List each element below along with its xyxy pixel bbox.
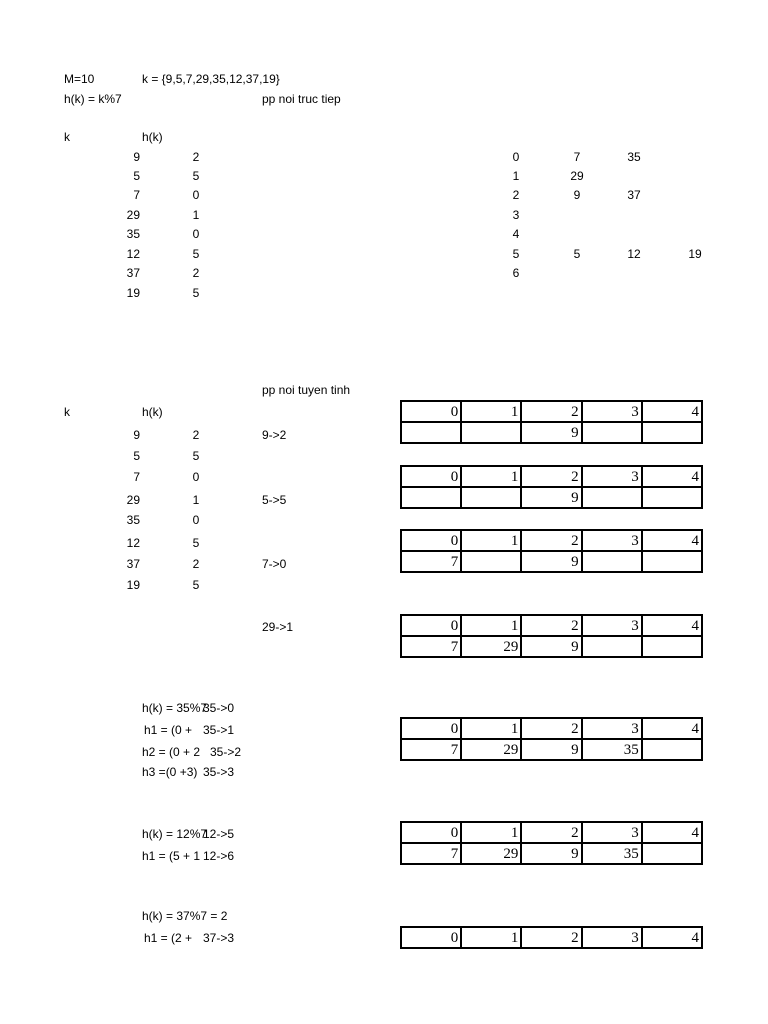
hash-cell: 5	[192, 578, 200, 592]
m-value: M=10	[64, 72, 95, 86]
hash-table-index-cell: 3	[582, 718, 642, 739]
hash-table	[400, 400, 703, 444]
table1-col-h: h(k)	[142, 130, 163, 144]
hash-table-value-cell: 35	[582, 843, 642, 864]
hash-cell: 2	[192, 266, 200, 280]
hash-cell: 2	[192, 150, 200, 164]
hash-table-index-cell: 4	[642, 466, 702, 487]
hash-table	[400, 926, 703, 949]
key-cell: 35	[126, 513, 140, 527]
chain-value: 35	[627, 150, 641, 164]
hash-table-value-cell: 29	[461, 843, 521, 864]
key-cell: 7	[133, 188, 140, 202]
key-cell: 7	[133, 470, 140, 484]
hash-cell: 2	[192, 428, 200, 442]
hash-table-index-cell: 0	[401, 466, 461, 487]
hash-table-index-cell: 2	[521, 718, 581, 739]
hash-table-value-cell	[582, 551, 642, 572]
hash-table-index-cell: 1	[461, 615, 521, 636]
hash-table-value-cell: 35	[582, 739, 642, 760]
chain-value: 5	[573, 247, 581, 261]
bucket-index: 2	[512, 188, 520, 202]
hash-cell: 1	[192, 208, 200, 222]
hash-cell: 5	[192, 449, 200, 463]
hash-cell: 0	[192, 227, 200, 241]
hash-table-index-cell: 0	[401, 718, 461, 739]
hash-cell: 5	[192, 169, 200, 183]
hash-table-index-cell: 4	[642, 822, 702, 843]
hash-table-value-cell: 7	[401, 739, 461, 760]
chain-value: 7	[573, 150, 581, 164]
hash-cell: 0	[192, 188, 200, 202]
hash-table-value-cell	[582, 487, 642, 508]
probe-note: h(k) = 12%7	[142, 827, 208, 841]
hash-table-index-cell: 4	[642, 615, 702, 636]
probe-note: h(k) = 35%7	[142, 701, 208, 715]
step-label: 9->2	[262, 428, 287, 442]
probe-note: h3 =(0 +3)	[142, 765, 198, 779]
hash-table-row	[401, 551, 702, 572]
hash-function: h(k) = k%7	[64, 92, 122, 106]
step-label: 5->5	[262, 493, 287, 507]
hash-table-row	[401, 422, 702, 443]
hash-table-value-cell: 7	[401, 843, 461, 864]
hash-cell: 2	[192, 557, 200, 571]
hash-table-value-cell	[642, 487, 702, 508]
hash-table-value-cell	[582, 636, 642, 657]
probe-note: 35->3	[203, 765, 235, 779]
probe-note: h2 = (0 + 2	[142, 745, 201, 759]
hash-table-index-cell: 1	[461, 466, 521, 487]
hash-table-index-cell: 2	[521, 822, 581, 843]
hash-table-index-cell: 0	[401, 822, 461, 843]
hash-table-value-cell: 9	[521, 636, 581, 657]
chain-value: 29	[570, 169, 584, 183]
table2-col-k: k	[64, 405, 70, 419]
hash-cell: 0	[192, 470, 200, 484]
hash-table-index-cell: 1	[461, 927, 521, 948]
hash-table-row	[401, 401, 702, 422]
hash-table-value-cell	[642, 843, 702, 864]
hash-table-index-cell: 2	[521, 401, 581, 422]
chain-value: 9	[573, 188, 581, 202]
hash-table-value-cell	[461, 551, 521, 572]
hash-table	[400, 821, 703, 865]
key-cell: 37	[126, 266, 140, 280]
hash-table-row	[401, 466, 702, 487]
hash-table-index-cell: 0	[401, 615, 461, 636]
hash-table-value-cell	[642, 636, 702, 657]
hash-cell: 0	[192, 513, 200, 527]
method-linear-title: pp noi tuyen tinh	[262, 383, 351, 397]
hash-table-row	[401, 739, 702, 760]
hash-table-index-cell: 3	[582, 927, 642, 948]
probe-note: 37->3	[203, 931, 235, 945]
hash-table-index-cell: 3	[582, 615, 642, 636]
hash-table-row	[401, 487, 702, 508]
hash-table-value-cell: 9	[521, 551, 581, 572]
hash-table-index-cell: 3	[582, 530, 642, 551]
hash-table-index-cell: 2	[521, 927, 581, 948]
bucket-index: 5	[512, 247, 520, 261]
hash-table-value-cell	[401, 487, 461, 508]
chain-value: 19	[688, 247, 702, 261]
hash-table-value-cell: 7	[401, 636, 461, 657]
table2-col-h: h(k)	[142, 405, 163, 419]
hash-table-row	[401, 530, 702, 551]
hash-table	[400, 614, 703, 658]
hash-table-index-cell: 4	[642, 530, 702, 551]
probe-note: h1 = (2 +	[144, 931, 193, 945]
hash-table-row	[401, 927, 702, 948]
hash-cell: 5	[192, 247, 200, 261]
key-cell: 12	[126, 536, 140, 550]
hash-table-value-cell: 29	[461, 739, 521, 760]
chain-value: 12	[627, 247, 641, 261]
hash-cell: 5	[192, 536, 200, 550]
hash-table-value-cell	[401, 422, 461, 443]
key-cell: 35	[126, 227, 140, 241]
hash-cell: 5	[192, 286, 200, 300]
hash-table-index-cell: 0	[401, 401, 461, 422]
key-cell: 12	[126, 247, 140, 261]
probe-note: 35->1	[203, 723, 235, 737]
bucket-index: 0	[512, 150, 520, 164]
probe-note: 12->5	[203, 827, 235, 841]
chain-value: 37	[627, 188, 641, 202]
probe-note: h1 = (0 +	[144, 723, 193, 737]
key-cell: 5	[133, 449, 140, 463]
hash-table-value-cell	[582, 422, 642, 443]
hash-table-value-cell: 29	[461, 636, 521, 657]
key-cell: 37	[126, 557, 140, 571]
hash-table-index-cell: 2	[521, 466, 581, 487]
hash-table-value-cell: 7	[401, 551, 461, 572]
hash-table-index-cell: 2	[521, 615, 581, 636]
bucket-index: 4	[512, 227, 520, 241]
hash-table-value-cell: 9	[521, 739, 581, 760]
hash-table-value-cell	[642, 551, 702, 572]
table1-col-k: k	[64, 130, 70, 144]
probe-note: h(k) = 37%7 = 2	[142, 909, 228, 923]
probe-note: 35->2	[210, 745, 242, 759]
hash-table-index-cell: 3	[582, 822, 642, 843]
hash-cell: 1	[192, 493, 200, 507]
hash-table-value-cell: 9	[521, 422, 581, 443]
probe-note: 12->6	[203, 849, 235, 863]
hash-table-index-cell: 3	[582, 401, 642, 422]
hash-table	[400, 529, 703, 573]
hash-table	[400, 717, 703, 761]
hash-table-value-cell: 9	[521, 843, 581, 864]
hash-table-index-cell: 0	[401, 530, 461, 551]
hash-table-value-cell	[642, 422, 702, 443]
key-cell: 29	[126, 493, 140, 507]
hash-table-row	[401, 843, 702, 864]
k-set: k = {9,5,7,29,35,12,37,19}	[142, 72, 280, 86]
hash-table-index-cell: 1	[461, 530, 521, 551]
hash-table-row	[401, 636, 702, 657]
hash-table-index-cell: 4	[642, 927, 702, 948]
key-cell: 19	[126, 578, 140, 592]
hash-table-value-cell	[461, 422, 521, 443]
hash-table-value-cell: 9	[521, 487, 581, 508]
hash-table-index-cell: 0	[401, 927, 461, 948]
step-label: 29->1	[262, 620, 294, 634]
probe-note: h1 = (5 + 1	[142, 849, 201, 863]
hash-table-row	[401, 615, 702, 636]
hash-table-index-cell: 4	[642, 718, 702, 739]
key-cell: 9	[133, 428, 140, 442]
hash-table-index-cell: 1	[461, 401, 521, 422]
hash-table-index-cell: 2	[521, 530, 581, 551]
key-cell: 29	[126, 208, 140, 222]
hash-table-row	[401, 718, 702, 739]
bucket-index: 3	[512, 208, 520, 222]
hash-table-index-cell: 1	[461, 822, 521, 843]
hash-table	[400, 465, 703, 509]
hash-table-index-cell: 4	[642, 401, 702, 422]
key-cell: 19	[126, 286, 140, 300]
step-label: 7->0	[262, 557, 287, 571]
hash-table-value-cell	[642, 739, 702, 760]
key-cell: 5	[133, 169, 140, 183]
hash-table-index-cell: 1	[461, 718, 521, 739]
bucket-index: 1	[512, 169, 520, 183]
method-chaining-title: pp noi truc tiep	[262, 92, 341, 106]
hash-table-index-cell: 3	[582, 466, 642, 487]
hash-table-value-cell	[461, 487, 521, 508]
key-cell: 9	[133, 150, 140, 164]
probe-note: 35->0	[203, 701, 235, 715]
bucket-index: 6	[512, 266, 520, 280]
hash-table-row	[401, 822, 702, 843]
